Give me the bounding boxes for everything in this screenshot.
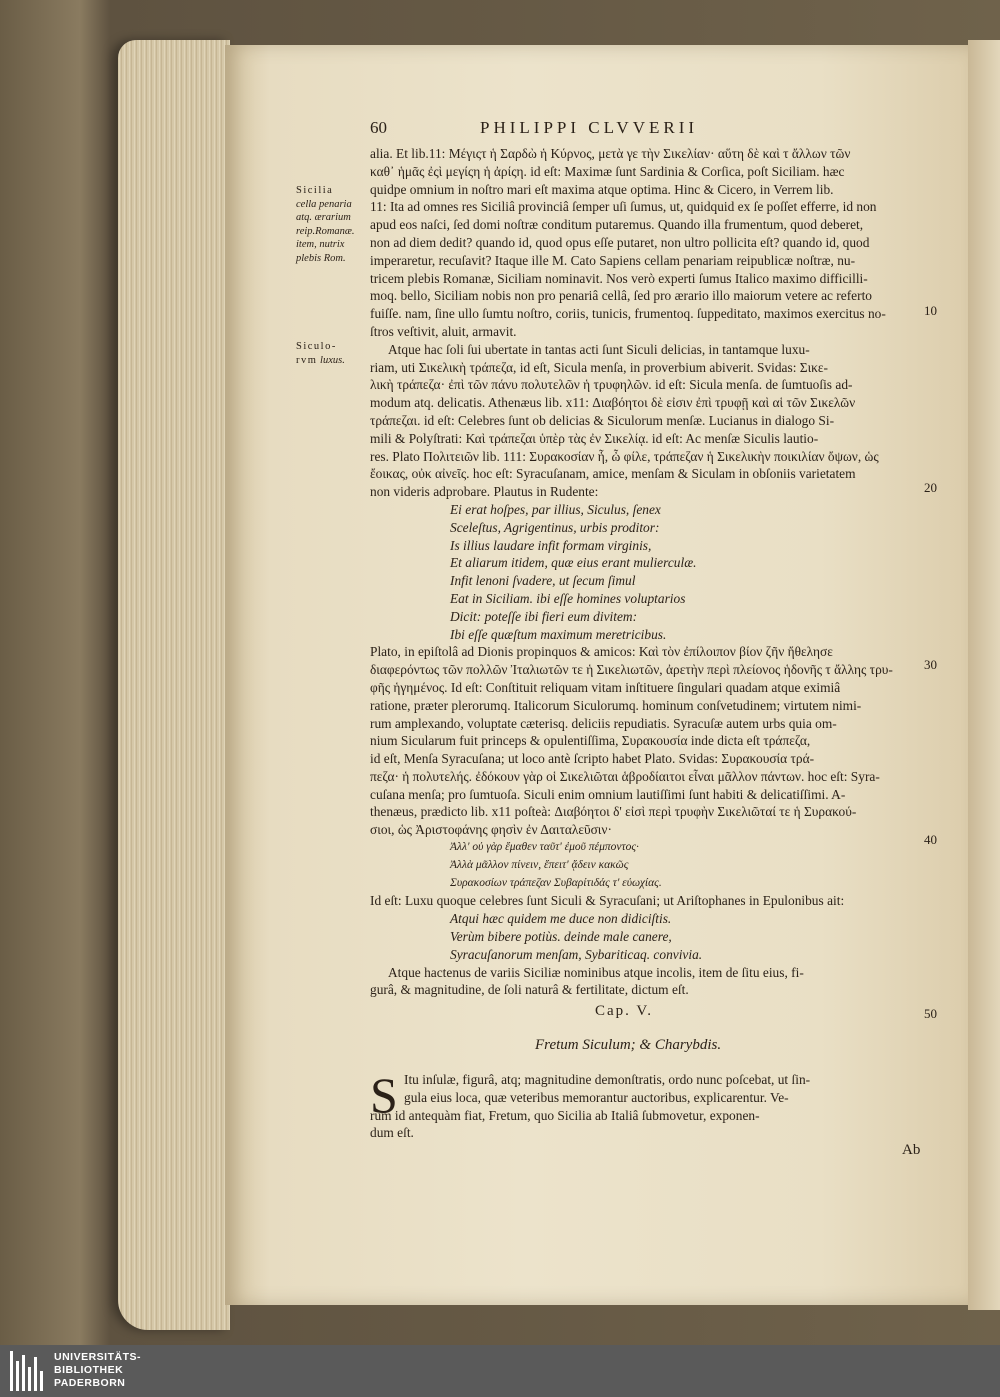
chapter-subtitle: Fretum Siculum; & Charybdis.: [535, 1037, 722, 1053]
verse-line: Ἀλλὰ μᾶλλον πίνειν, ἔπειτ' ᾄδειν κακῶς: [450, 858, 629, 871]
verse-line: Συρακοσίων τράπεζαν Συβαρίτιδάς τ' εὐωχίας.: [450, 876, 662, 889]
text-line: ἔοικας, οὐκ αἰνεῖς. hoc eſt: Syracuſanam, amice, menſam & Siculam in obſoniis varietatem: [370, 466, 856, 482]
book-fore-edge: [118, 40, 230, 1330]
body-text: [370, 145, 930, 999]
verse-line: Ei erat hoſpes, par illius, Siculus, ſenex: [450, 501, 661, 517]
margin-note-sicilia: Sicilia cella penaria atq. ærarium reip.Romanæ. item, nutrix plebis Rom.: [296, 185, 355, 264]
text-line: Itu inſulæ, figurâ, atq; magnitudine demonſtratis, ordo nunc poſcebat, ut ſin-: [404, 1072, 811, 1087]
greek-verses: [370, 839, 930, 892]
facing-page-edge: [968, 40, 1000, 1310]
text-line: gurâ, & magnitudine, de ſoli naturâ & fertilitate, dictum eſt.: [370, 982, 689, 998]
verse-line: Ἀλλ' οὐ γὰρ ἔμαθεν ταῦτ' ἐμοῦ πέμποντος·: [450, 841, 639, 854]
verse-line: Verùm bibere potiùs. deinde male canere,: [450, 929, 672, 945]
text-line: τράπεζαι. id eſt: Celebres ſunt ob delicias & Siculorum menſæ. Lucianus in dialogo Si-: [370, 412, 835, 428]
verse-line: Infit lenoni ſvadere, ut ſecum ſimul: [450, 573, 636, 589]
verse-line: Syracuſanorum menſam, Sybariticaq. convivia.: [450, 946, 703, 962]
line-number: 30: [924, 657, 937, 672]
line-number: 10: [924, 303, 937, 318]
drop-cap: S: [370, 1067, 398, 1123]
text-line: alia. Et lib.11: Μέγιςτ ἡ Σαρδὼ ἡ Κύρνος, μετὰ γε τὴν Σικελίαν· αὕτη δὲ καὶ τ ἄλλων τῶν: [370, 146, 851, 161]
text-line: mili & Polyſtrati: Καὶ τράπεζαι ὑπὲρ τὰς ἐν Σικελίᾳ. id eſt: Ac menſæ Siculis lautio-: [370, 430, 819, 446]
line-number: 50: [924, 1006, 937, 1021]
line-number: 20: [924, 480, 937, 495]
text-line: cuſana menſa; pro ſumtuoſa. Siculi enim omnium lautiſſimi ſunt habiti & delicatiſſimi. A-: [370, 786, 846, 802]
verse-line: Ibi eſſe quæſtum maximum meretricibus.: [450, 626, 667, 642]
text-line: modum atq. delicatis. Athenæus lib. x11: Διαβόητοι δὲ εἰσιν ἐπὶ τρυφῇ καὶ αἱ τῶν Σικελῶν: [370, 395, 856, 411]
plautus-verses: [370, 501, 930, 643]
text-line: Atque hactenus de variis Siciliæ nominibus atque incolis, item de ſitu eius, fi-: [388, 964, 804, 980]
text-line: σιοι, ὡς Ἀριστοφάνης φησὶν ἐν Δαιταλεῦσιν·: [370, 822, 612, 838]
running-title: PHILIPPI CLVVERII: [480, 118, 699, 137]
latin-verses: [370, 910, 930, 963]
text-line: tricem plebis Romanæ, Siciliam nominavit. Nos verò experti ſumus Italico maximo difficilli-: [370, 270, 868, 286]
text-line: 11: Ita ad omnes res Siciliâ provinciâ ſemper uſi ſumus, ut, quidquid ex ſe poſſet efferre, id non: [370, 199, 877, 215]
text-line: πεζα· ἡ πολυτελής. ἐδόκουν γὰρ οἱ Σικελιῶται ἁβροδίαιτοι εἶναι μᾶλλον πάντων. hoc eſt: Syra-: [370, 768, 880, 784]
text-line: Atque hac ſoli ſui ubertate in tantas acti ſunt Siculi delicias, in tantamque luxu-: [388, 341, 810, 357]
chapter-paragraph: [370, 1067, 930, 1142]
text-line: id eſt, Menſa Syracuſana; ut loco antè ſcripto habet Plato. Svidas: Συρακουσία τρά-: [370, 751, 815, 767]
text-line: fuiſſe. nam, ſine ullo ſumtu noſtro, coriis, tunicis, frumentoq. ſuppeditato, maximos exercitus no-: [370, 306, 886, 322]
text-line: λικὴ τράπεζα· ἐπὶ τῶν πάνυ πολυτελῶν ἡ τρυφηλῶν. id eſt: Sicula menſa. de ſumtuoſis ad-: [370, 377, 853, 393]
verse-line: Dicit: poteſſe ibi fieri eum divitem:: [450, 608, 638, 624]
library-footer: [0, 1345, 1000, 1397]
text-line: nium Sicularum fuit princeps & opulentiſſima, Συρακουσία inde dicta eſt τράπεζα,: [370, 733, 811, 749]
text-line: imperaretur, recuſavit? Itaque ille M. Cato Sapiens cellam penariam reipublicæ noſtræ, nu-: [370, 252, 856, 268]
verse-line: Is illius laudare infit formam virginis,: [450, 537, 652, 553]
page-header: [370, 118, 850, 142]
paragraph-sicilia: [370, 145, 930, 341]
text-line: καθ᾽ ἡμᾶς ἐςὶ μεγίςη ἡ ἀρίςη. id eſt: Maximæ ſunt Sardinia & Corſica, poſt Siciliam. hæc: [370, 163, 845, 179]
text-line: φῆς ἡγημένος. Id eſt: Conſtituit reliquam vitam inſtituere ſingulari quadam atque eximiâ: [370, 679, 841, 695]
text-line: ſtros veſtivit, aluit, armavit.: [370, 323, 517, 339]
paragraph-plato: [370, 643, 930, 839]
chapter-heading: Cap. V.: [595, 1003, 654, 1019]
text-line: non videris adprobare. Plautus in Rudente:: [370, 484, 599, 500]
text-line: ratione, præter plerorumq. Italicorum Siculorumq. hominum conſvetudinem; virtutem nimi-: [370, 697, 862, 713]
text-line: dum eſt.: [370, 1125, 414, 1141]
verse-line: Eat in Siciliam. ibi eſſe homines voluptarios: [450, 590, 686, 606]
text-line: rùm id antequàm fiat, Fretum, quo Sicilia ab Italiâ ſubmovetur, exponen-: [370, 1107, 760, 1123]
text-line: Plato, in epiſtolâ ad Dionis propinquos & amicos: Καὶ τὸν ἐπίλοιπον βίον ζῆν ἤθελησε: [370, 644, 833, 660]
library-name: UNIVERSITÄTS- BIBLIOTHEK PADERBORN: [54, 1351, 142, 1389]
verse-line: Sceleſtus, Agrigentinus, urbis proditor:: [450, 519, 660, 535]
text-line: thenæus, prædicto lib. x11 poſteà: Διαβόητοι δ' εἰσὶ περὶ τρυφὴν Σικελιῶταί τε ἡ Συρακού-: [370, 804, 857, 820]
library-logo-icon: [10, 1351, 48, 1391]
paragraph-luxus: [370, 341, 930, 501]
catchword: Ab: [902, 1142, 921, 1158]
text-line: quidpe omnium in noſtro mari eſt maxima atque optima. Hinc & Cicero, in Verrem lib.: [370, 181, 834, 197]
verse-line: Atqui hæc quidem me duce non didiciſtis.: [450, 911, 672, 927]
text-line: riam, uti Σικελικὴ τράπεζα, id eſt, Sicula menſa, in proverbium abiverit. Svidas: Σικε-: [370, 359, 829, 375]
text-line: moq. bello, Siciliam nobis non pro penariâ cellâ, ſed pro ærario illo maiorum vetere ac referto: [370, 288, 872, 304]
line-number: 40: [924, 832, 937, 847]
text-line: apud eos naſci, ſed domi noſtræ conditum putaremus. Quando illa frumentum, quod deberet,: [370, 217, 864, 233]
page-number: 60: [370, 118, 387, 137]
text-line: rum amplexando, voluptate cæterisq. deliciis repudiatis. Syracuſæ autem urbs quia om-: [370, 715, 837, 731]
verse-line: Et aliarum itidem, quæ eius erant mulierculæ.: [450, 555, 697, 571]
margin-note-siculorum: Siculo- rvm luxus.: [296, 341, 345, 366]
text-line: Id eſt: Luxu quoque celebres ſunt Siculi & Syracuſani; ut Ariſtophanes in Epulonibus ait:: [370, 893, 845, 909]
text-line: non ad diem dedit? quando id, quod opus eſſe putaret, non ultro pollicita eſt? quando id, quod: [370, 234, 870, 250]
text-line: res. Plato Πολιτειῶν lib. 111: Συρακοσίαν ἦ, ὦ φίλε, τράπεζαν ἡ Σικελικὴν ποικιλίαν ὄψων, ὡς: [370, 448, 879, 464]
paragraph-closing: [370, 964, 930, 1000]
text-line: διαφερόντως τῶν πολλῶν Ἰταλιωτῶν τε ἡ Σικελιωτῶν, ἀρετὴν περὶ πλείονος ἡδονῆς τ ἄλλης τρυ-: [370, 662, 893, 678]
text-line: gula eius loca, quæ veteribus memorantur auctoribus, explicarentur. Ve-: [404, 1089, 789, 1105]
